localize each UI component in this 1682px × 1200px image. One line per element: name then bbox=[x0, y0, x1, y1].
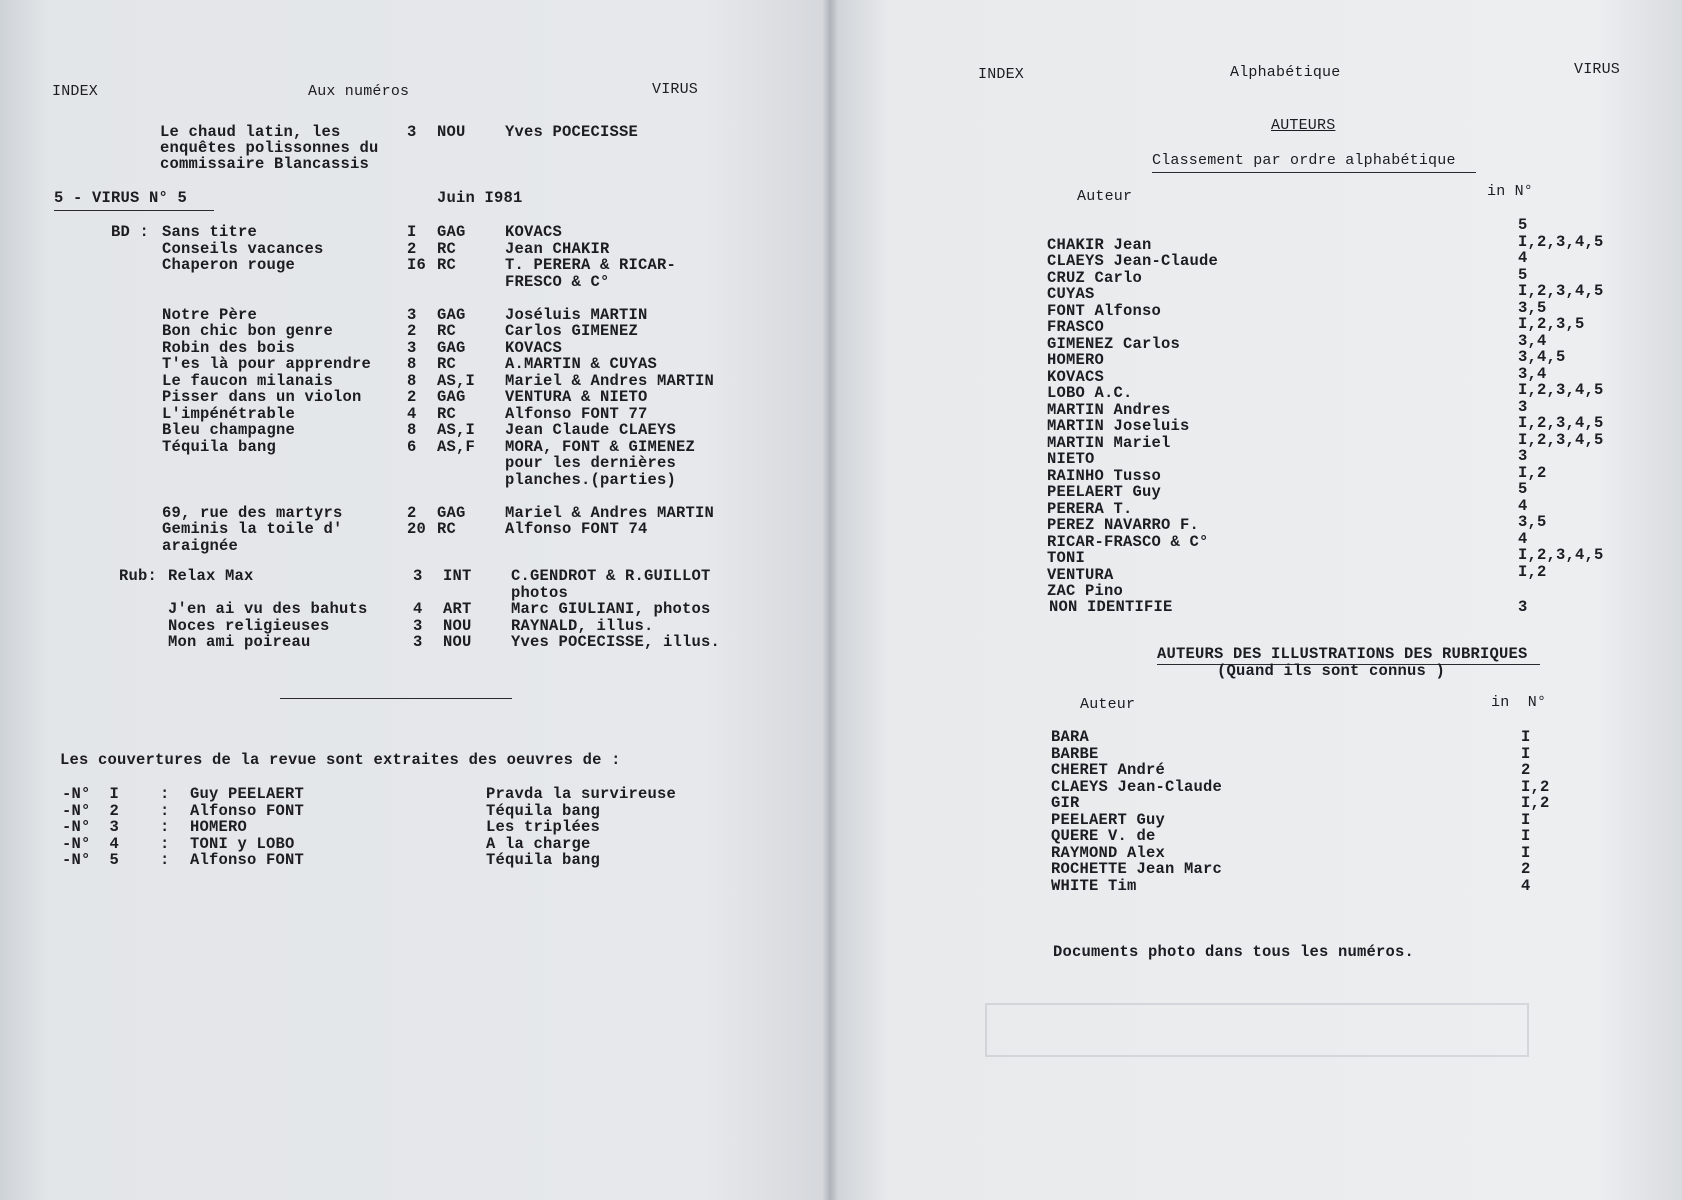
bd-row-author: A.MARTIN & CUYAS bbox=[505, 355, 658, 373]
section-separator-line bbox=[280, 698, 512, 699]
cover-row-author: Alfonso FONT bbox=[190, 801, 305, 820]
bd-row-pages: I6 bbox=[407, 256, 427, 274]
bd-row-code: AS,I bbox=[437, 421, 476, 439]
illus-author-name: ROCHETTE Jean Marc bbox=[1051, 860, 1223, 878]
bd-row-author: pour les dernières bbox=[505, 454, 677, 472]
cover-row-work: A la charge bbox=[486, 834, 591, 853]
bd-row-code: RC bbox=[437, 256, 457, 274]
cover-row-work: Les triplées bbox=[486, 818, 601, 836]
covers-intro: Les couvertures de la revue sont extraites des oeuvres de : bbox=[60, 751, 621, 769]
bd-row-author: Joséluis MARTIN bbox=[505, 305, 648, 324]
bd-row-title: 69, rue des martyrs bbox=[162, 503, 343, 522]
illus-author-issues: I bbox=[1521, 843, 1531, 862]
rub-row-title: Mon ami poireau bbox=[168, 633, 311, 651]
illus-author-issues: 2 bbox=[1521, 860, 1531, 878]
bd-row-title: araignée bbox=[162, 536, 239, 555]
author-issues: 5 bbox=[1518, 265, 1528, 284]
bd-row-code: AS,F bbox=[437, 437, 476, 456]
rub-row-code: INT bbox=[443, 567, 472, 585]
classement-title: Classement par ordre alphabétique bbox=[1152, 152, 1456, 169]
right-header-index: INDEX bbox=[978, 66, 1025, 83]
top-entry-title-line-1: Le chaud latin, les bbox=[160, 123, 341, 141]
issue-label: 5 - VIRUS N° 5 bbox=[54, 189, 188, 207]
bd-row-pages: 3 bbox=[407, 305, 417, 324]
author-issues: 3 bbox=[1518, 447, 1528, 465]
rub-row-author: C.GENDROT & R.GUILLOT bbox=[511, 567, 711, 585]
author-issues: 3,4 bbox=[1518, 331, 1547, 350]
cover-row-number: -N° 3 bbox=[62, 818, 120, 836]
rub-row-pages: 4 bbox=[413, 600, 423, 618]
author-name: VENTURA bbox=[1047, 565, 1114, 584]
illus-author-name: BARA bbox=[1051, 728, 1090, 746]
bd-row-code: RC bbox=[437, 239, 457, 258]
author-name: LOBO A.C. bbox=[1047, 384, 1133, 402]
top-entry-pages: 3 bbox=[407, 123, 417, 141]
cover-row-work: Pravda la survireuse bbox=[486, 785, 677, 803]
rub-row-pages: 3 bbox=[413, 567, 423, 585]
illus-author-name: CHERET André bbox=[1051, 761, 1166, 779]
bd-row-title: Bon chic bon genre bbox=[162, 322, 334, 340]
bd-row-author: Mariel & Andres MARTIN bbox=[505, 503, 715, 522]
cover-row-work: Téquila bang bbox=[486, 801, 601, 820]
bd-row-title: T'es là pour apprendre bbox=[162, 355, 372, 373]
author-name: PERERA T. bbox=[1047, 499, 1133, 518]
rub-row-code: NOU bbox=[443, 633, 472, 651]
bd-row-author: Alfonso FONT 77 bbox=[505, 404, 648, 423]
illus-author-issues: I bbox=[1521, 827, 1531, 845]
bd-row-pages: 6 bbox=[407, 437, 417, 456]
author-issues: 4 bbox=[1518, 249, 1528, 267]
bd-row-author: Alfonso FONT 74 bbox=[505, 520, 648, 538]
illus-author-issues: I,2 bbox=[1521, 777, 1550, 796]
col-auteur-header: Auteur bbox=[1077, 188, 1133, 205]
illus-subtitle: (Quand ils sont connus ) bbox=[1217, 662, 1446, 680]
bd-row-title: L'impénétrable bbox=[162, 404, 296, 423]
left-header-subtitle: Aux numéros bbox=[308, 83, 410, 100]
illus-author-name: RAYMOND Alex bbox=[1051, 843, 1166, 862]
rub-row-code: ART bbox=[443, 600, 472, 618]
bd-row-author: MORA, FONT & GIMENEZ bbox=[505, 437, 696, 456]
bd-label: BD : bbox=[111, 223, 150, 241]
bd-row-title: Geminis la toile d' bbox=[162, 520, 343, 538]
illus-author-issues: I bbox=[1521, 728, 1531, 746]
author-issues: 3,5 bbox=[1518, 298, 1547, 317]
classement-underline bbox=[1152, 172, 1476, 173]
author-issues: I,2,3,4,5 bbox=[1518, 414, 1604, 432]
bd-row-author: Mariel & Andres MARTIN bbox=[505, 371, 715, 390]
bd-row-pages: 4 bbox=[407, 404, 417, 423]
rub-label: Rub: bbox=[119, 567, 158, 585]
cover-row-number: -N° 2 bbox=[62, 801, 120, 820]
bd-row-author: FRESCO & C° bbox=[505, 272, 610, 291]
cover-row-number: -N° I bbox=[62, 785, 120, 803]
bd-row-code: RC bbox=[437, 322, 457, 340]
bd-row-pages: I bbox=[407, 223, 417, 241]
illus-col-auteur-header: Auteur bbox=[1080, 696, 1136, 713]
illus-author-issues: 4 bbox=[1521, 876, 1531, 895]
bd-row-title: Conseils vacances bbox=[162, 239, 324, 258]
left-header-virus: VIRUS bbox=[652, 81, 699, 98]
author-issues: I,2,3,4,5 bbox=[1518, 430, 1604, 449]
cover-row-separator: : bbox=[160, 851, 170, 869]
author-name: PEREZ NAVARRO F. bbox=[1047, 516, 1200, 534]
rub-row-title: Noces religieuses bbox=[168, 616, 330, 635]
author-issues: 5 bbox=[1518, 480, 1528, 498]
cover-row-author: Alfonso FONT bbox=[190, 851, 305, 869]
issue-underline bbox=[54, 210, 214, 211]
bd-row-title: Téquila bang bbox=[162, 437, 277, 456]
faded-stamp-box bbox=[985, 1003, 1529, 1057]
bd-row-code: GAG bbox=[437, 503, 466, 522]
cover-row-separator: : bbox=[160, 785, 170, 803]
author-name: RAINHO Tusso bbox=[1047, 466, 1162, 485]
illus-title: AUTEURS DES ILLUSTRATIONS DES RUBRIQUES bbox=[1157, 645, 1528, 663]
rub-row-author: Yves POCECISSE, illus. bbox=[511, 633, 721, 651]
bd-row-pages: 8 bbox=[407, 421, 417, 439]
bd-row-pages: 2 bbox=[407, 503, 417, 522]
bd-row-author: T. PERERA & RICAR- bbox=[505, 256, 677, 274]
bd-row-title: Notre Père bbox=[162, 305, 258, 324]
bd-row-title: Robin des bois bbox=[162, 338, 296, 357]
col-in-header: in N° bbox=[1487, 183, 1534, 200]
author-issues: I,2,3,5 bbox=[1518, 315, 1585, 333]
issue-date: Juin I981 bbox=[437, 189, 523, 207]
author-name: PEELAERT Guy bbox=[1047, 483, 1162, 501]
cover-row-separator: : bbox=[160, 801, 170, 820]
cover-row-number: -N° 5 bbox=[62, 851, 120, 869]
footer-note: Documents photo dans tous les numéros. bbox=[1053, 943, 1415, 961]
bd-row-code: RC bbox=[437, 355, 457, 373]
illus-col-in-header: in N° bbox=[1491, 694, 1547, 711]
cover-row-author: HOMERO bbox=[190, 818, 248, 836]
author-name: TONI bbox=[1047, 549, 1086, 567]
bd-row-pages: 8 bbox=[407, 371, 417, 390]
bd-row-author: Jean Claude CLAEYS bbox=[505, 421, 677, 439]
bd-row-title: Pisser dans un violon bbox=[162, 388, 362, 406]
illus-author-issues: I bbox=[1521, 744, 1531, 763]
rub-row-pages: 3 bbox=[413, 616, 423, 635]
non-identifie-issues: 3 bbox=[1518, 598, 1528, 616]
illus-author-name: GIR bbox=[1051, 794, 1080, 812]
author-issues: 4 bbox=[1518, 529, 1528, 548]
top-entry-author: Yves POCECISSE bbox=[505, 123, 639, 141]
bd-row-code: AS,I bbox=[437, 371, 476, 390]
right-header-virus: VIRUS bbox=[1574, 61, 1621, 78]
bd-row-code: RC bbox=[437, 404, 457, 423]
author-name: FRASCO bbox=[1047, 318, 1105, 336]
rub-row-author: RAYNALD, illus. bbox=[511, 616, 654, 635]
top-entry-code: NOU bbox=[437, 123, 466, 141]
author-issues: I,2,3,4,5 bbox=[1518, 232, 1604, 251]
author-issues: 3,5 bbox=[1518, 513, 1547, 531]
illus-author-name: PEELAERT Guy bbox=[1051, 810, 1166, 829]
right-header-subtitle: Alphabétique bbox=[1230, 64, 1341, 81]
author-issues: I,2 bbox=[1518, 463, 1547, 482]
author-name: FONT Alfonso bbox=[1047, 301, 1162, 320]
author-issues: I,2 bbox=[1518, 562, 1547, 581]
author-issues: 3,4,5 bbox=[1518, 348, 1566, 366]
cover-row-number: -N° 4 bbox=[62, 834, 120, 853]
cover-row-separator: : bbox=[160, 818, 170, 836]
author-name: CUYAS bbox=[1047, 285, 1095, 303]
bd-row-pages: 8 bbox=[407, 355, 417, 373]
top-entry-title-line-3: commissaire Blancassis bbox=[160, 155, 370, 173]
rub-row-title: J'en ai vu des bahuts bbox=[168, 600, 368, 618]
author-name: CHAKIR Jean bbox=[1047, 235, 1152, 254]
author-issues: 4 bbox=[1518, 496, 1528, 515]
illus-author-name: CLAEYS Jean-Claude bbox=[1051, 777, 1223, 796]
author-name: HOMERO bbox=[1047, 351, 1105, 369]
bd-row-author: KOVACS bbox=[505, 223, 563, 241]
rub-row-author: Marc GIULIANI, photos bbox=[511, 600, 711, 618]
bd-row-author: Carlos GIMENEZ bbox=[505, 322, 639, 340]
author-issues: 5 bbox=[1518, 216, 1528, 234]
illus-author-issues: I,2 bbox=[1521, 794, 1550, 812]
cover-row-work: Téquila bang bbox=[486, 851, 601, 869]
author-name: CRUZ Carlo bbox=[1047, 268, 1143, 287]
cover-row-author: Guy PEELAERT bbox=[190, 785, 305, 803]
illus-author-name: QUERE V. de bbox=[1051, 827, 1156, 845]
page-gutter bbox=[822, 0, 838, 1200]
top-entry-title-line-2: enquêtes polissonnes du bbox=[160, 139, 379, 157]
bd-row-code: GAG bbox=[437, 388, 466, 406]
author-issues: 3 bbox=[1518, 397, 1528, 416]
cover-row-author: TONI y LOBO bbox=[190, 834, 295, 853]
rub-row-pages: 3 bbox=[413, 633, 423, 651]
author-name: GIMENEZ Carlos bbox=[1047, 334, 1181, 353]
bd-row-code: GAG bbox=[437, 338, 466, 357]
author-name: NIETO bbox=[1047, 450, 1095, 468]
bd-row-title: Bleu champagne bbox=[162, 421, 296, 439]
bd-row-title: Sans titre bbox=[162, 223, 258, 241]
bd-row-pages: 20 bbox=[407, 520, 427, 538]
illus-author-name: WHITE Tim bbox=[1051, 876, 1137, 895]
author-issues: I,2,3,4,5 bbox=[1518, 282, 1604, 300]
non-identifie-name: NON IDENTIFIE bbox=[1049, 598, 1173, 616]
author-name: MARTIN Andres bbox=[1047, 400, 1171, 419]
bd-row-pages: 2 bbox=[407, 322, 417, 340]
bd-row-pages: 2 bbox=[407, 239, 417, 258]
author-name: MARTIN Joseluis bbox=[1047, 417, 1190, 435]
bd-row-pages: 3 bbox=[407, 338, 417, 357]
author-issues: I,2,3,4,5 bbox=[1518, 546, 1604, 564]
rub-row-code: NOU bbox=[443, 616, 472, 635]
bd-row-title: Le faucon milanais bbox=[162, 371, 334, 390]
author-name: RICAR-FRASCO & C° bbox=[1047, 532, 1209, 551]
illus-author-issues: I bbox=[1521, 810, 1531, 829]
bd-row-code: GAG bbox=[437, 223, 466, 241]
rub-row-title: Relax Max bbox=[168, 567, 254, 585]
bd-row-code: RC bbox=[437, 520, 457, 538]
author-issues: 3,4 bbox=[1518, 364, 1547, 383]
author-name: MARTIN Mariel bbox=[1047, 433, 1171, 452]
author-name: ZAC Pino bbox=[1047, 582, 1124, 600]
auteurs-title: AUTEURS bbox=[1271, 117, 1336, 134]
illus-author-name: BARBE bbox=[1051, 744, 1099, 763]
bd-row-title: Chaperon rouge bbox=[162, 256, 296, 274]
bd-row-author: planches.(parties) bbox=[505, 470, 677, 489]
bd-row-pages: 2 bbox=[407, 388, 417, 406]
left-header-index: INDEX bbox=[52, 83, 99, 100]
rub-row-author: photos bbox=[511, 583, 569, 602]
author-issues: I,2,3,4,5 bbox=[1518, 381, 1604, 399]
bd-row-author: KOVACS bbox=[505, 338, 563, 357]
bd-row-author: VENTURA & NIETO bbox=[505, 388, 648, 406]
author-name: CLAEYS Jean-Claude bbox=[1047, 252, 1219, 270]
cover-row-separator: : bbox=[160, 834, 170, 853]
bd-row-code: GAG bbox=[437, 305, 466, 324]
author-name: KOVACS bbox=[1047, 367, 1105, 386]
bd-row-author: Jean CHAKIR bbox=[505, 239, 610, 258]
illus-author-issues: 2 bbox=[1521, 761, 1531, 779]
